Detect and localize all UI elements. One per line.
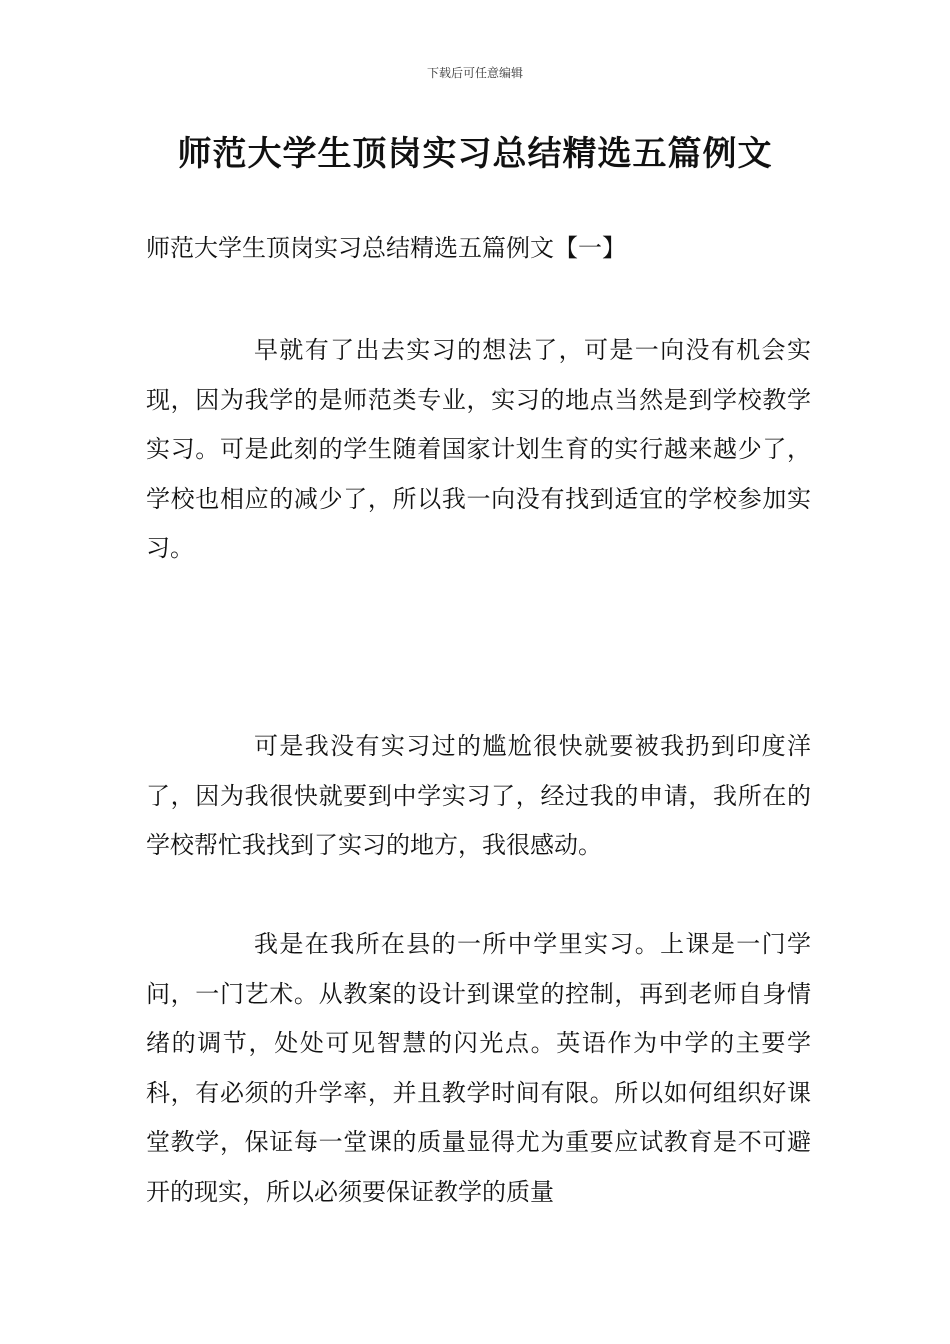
section-heading: 师范大学生顶岗实习总结精选五篇例文【一】	[146, 234, 626, 262]
document-title: 师范大学生顶岗实习总结精选五篇例文	[177, 134, 773, 174]
paragraph: 早就有了出去实习的想法了，可是一向没有机会实现，因为我学的是师范类专业，实习的地点当然是到学校教学实习。可是此刻的学生随着国家计划生育的实行越来越少了，学校也相应的减少了，所以我一向没有找到适宜的学校参加实习。	[146, 336, 811, 562]
paragraph: 可是我没有实习过的尴尬很快就要被我扔到印度洋了，因为我很快就要到中学实习了，经过我的申请，我所在的学校帮忙我找到了实习的地方，我很感动。	[146, 732, 811, 859]
paragraph: 我是在我所在县的一所中学里实习。上课是一门学问，一门艺术。从教案的设计到课堂的控制，再到老师自身情绪的调节，处处可见智慧的闪光点。英语作为中学的主要学科，有必须的升学率，并且教学时间有限。所以如何组织好课堂教学，保证每一堂课的质量显得尤为重要应试教育是不可避开的现实，所以必须要保证教学的质量	[146, 930, 811, 1206]
header-note: 下载后可任意编辑	[426, 66, 523, 80]
